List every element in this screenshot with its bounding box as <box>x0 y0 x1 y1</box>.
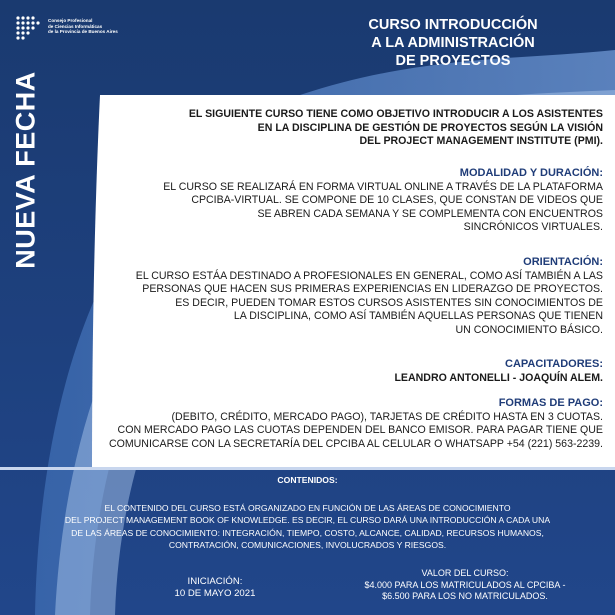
organization-logo <box>14 14 128 42</box>
formas-pago-heading: FORMAS DE PAGO: <box>498 397 603 409</box>
capacitadores-names: LEANDRO ANTONELLI - JOAQUÍN ALEM. <box>394 371 603 384</box>
capacitadores-heading: CAPACITADORES: <box>505 358 603 370</box>
orientacion-section: ORIENTACIÓN: EL CURSO ESTÁA DESTINADO A PROFESIONALES EN GENERAL, COMO ASÍ TAMBIÉN A LAS PERSONAS QUE HACEN SUS PRIMERAS EXPERIENCIAS EN LIDERAZGO DE PROYECTOS. ES DECIR, PUEDEN TOMAR ESTOS CURSOS ASISTENTES SIN CONOCIMIENTOS DE LA DISCIPLINA, COMO ASÍ TAMBIÉN AQUELLAS PERSONAS QUE TIENEN UN CONOCIMIENTO BÁSICO. <box>63 256 603 337</box>
course-title: CURSO INTRODUCCIÓN A LA ADMINISTRACIÓN DE PROYECTOS <box>368 17 538 69</box>
modalidad-heading: MODALIDAD Y DURACIÓN: <box>459 167 603 179</box>
organization-name: Consejo Profesional de Ciencias Informáticas de la Provincia de Buenos Aires <box>48 18 118 35</box>
iniciacion-block <box>150 576 280 600</box>
valor-block: VALOR DEL CURSO: $4.000 PARA LOS MATRICULADOS AL CPCIBA - $6.500 PARA LOS NO MATRICULADOS. <box>345 568 585 603</box>
contenidos-body: EL CONTENIDO DEL CURSO ESTÁ ORGANIZADO EN FUNCIÓN DE LAS ÁREAS DE CONOCIMIENTO DEL PROJECT MANAGEMENT BOOK OF KNOWLEDGE. ES DECIR, EL CURSO DARÁ UNA INTRODUCCIÓN A CADA UNA DE LAS ÁREAS DE CONOCIMIENTO: INTEGRACIÓN, TIEMPO, COSTO, ALCANCE, CALIDAD, RECURSOS HUMANOS, CONTRATACIÓN, COMUNICACIONES, INVOLUCRADOS Y RIESGOS. <box>64 503 551 550</box>
side-banner <box>6 70 46 270</box>
contenidos-heading: CONTENIDOS: <box>277 475 338 485</box>
side-banner-text: NUEVA FECHA <box>10 71 41 269</box>
orientacion-heading: ORIENTACIÓN: <box>523 256 603 268</box>
iniciacion-date: 10 DE MAYO 2021 <box>174 588 256 599</box>
modalidad-section: MODALIDAD Y DURACIÓN: EL CURSO SE REALIZARÁ EN FORMA VIRTUAL ONLINE A TRAVÉS DE LA PLATAFORMA CPCIBA-VIRTUAL. SE COMPONE DE 10 CLASES, QUE CONSTAN DE VIDEOS QUE SE ABREN CADA SEMANA Y SE COMPLEMENTA CON ENCUENTROS SINCRÓNICOS VIRTUALES. <box>63 167 603 235</box>
iniciacion-label: INICIACIÓN: <box>187 576 243 587</box>
cpciba-logo-icon <box>14 14 42 42</box>
capacitadores-section <box>63 358 603 385</box>
formas-pago-section: FORMAS DE PAGO: (DEBITO, CRÉDITO, MERCADO PAGO), TARJETAS DE CRÉDITO HASTA EN 3 CUOTAS. CON MERCADO PAGO LAS CUOTAS DEPENDEN DEL BANCO EMISOR. PARA PAGAR TIENE QUE COMUNICARSE CON LA SECRETARÍA DEL CPCIBA AL CELULAR O WHATSAPP +54 (221) 563-2239. <box>63 397 603 451</box>
valor-label: VALOR DEL CURSO: <box>421 568 509 578</box>
intro-paragraph: EL SIGUIENTE CURSO TIENE COMO OBJETIVO INTRODUCIR A LOS ASISTENTES EN LA DISCIPLINA DE GESTIÓN DE PROYECTOS SEGÚN LA VISIÓN DEL PROJECT MANAGEMENT INSTITUTE (PMI). <box>188 108 603 147</box>
